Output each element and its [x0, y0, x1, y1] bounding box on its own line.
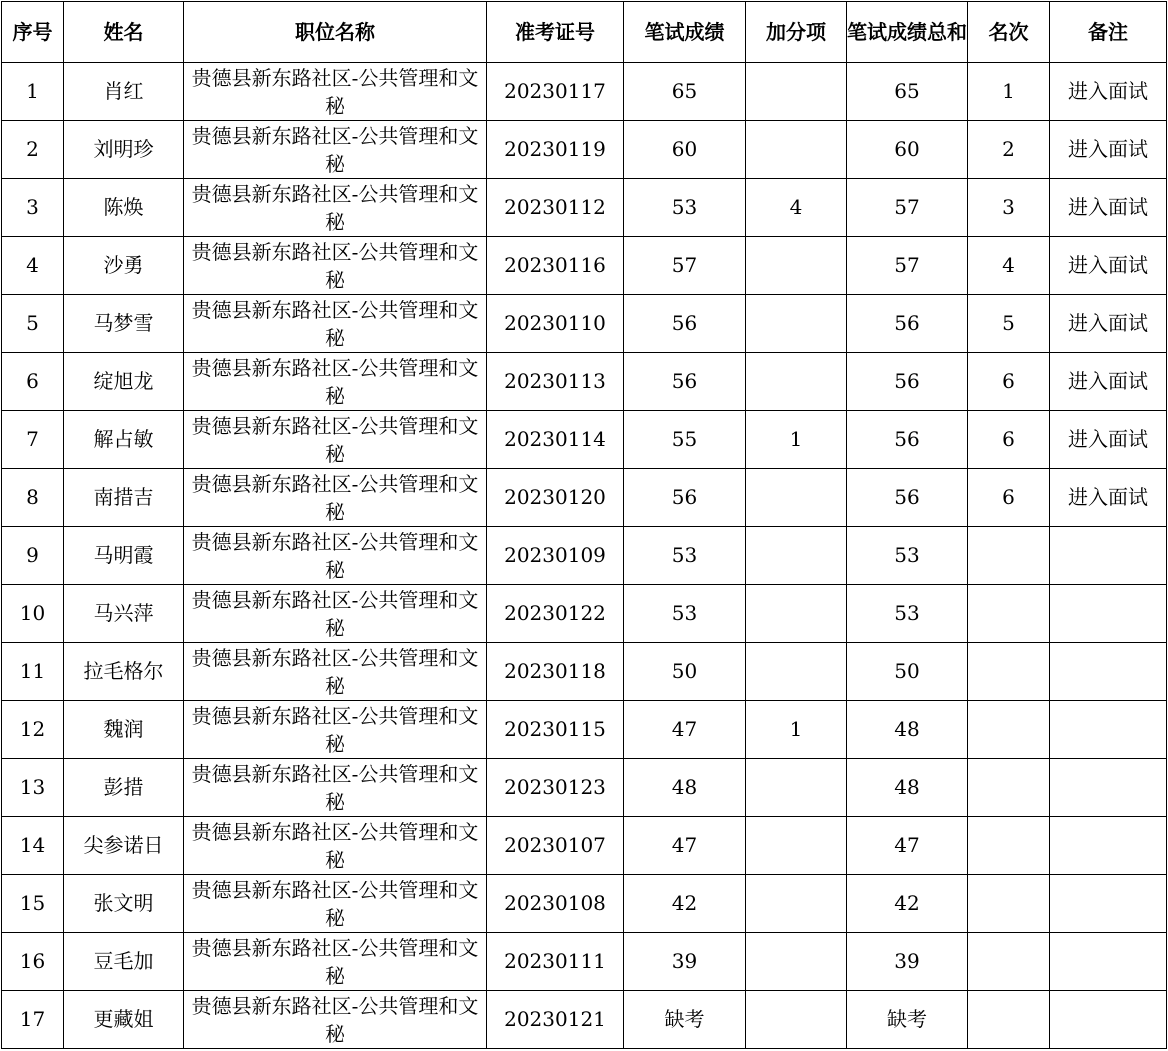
table-row [2, 179, 1167, 237]
cell-exam-id: 20230113 [487, 353, 624, 411]
cell-bonus [746, 237, 847, 295]
cell-exam-id: 20230116 [487, 237, 624, 295]
cell-written-score: 48 [624, 759, 746, 817]
cell-exam-id: 20230114 [487, 411, 624, 469]
table-body [2, 63, 1167, 1049]
cell-bonus [746, 527, 847, 585]
cell-remark [1050, 643, 1167, 701]
cell-rank [968, 585, 1050, 643]
cell-exam-id: 20230111 [487, 933, 624, 991]
cell-rank [968, 875, 1050, 933]
cell-total-score: 53 [847, 527, 968, 585]
cell-total-score: 57 [847, 179, 968, 237]
cell-name: 豆毛加 [64, 933, 184, 991]
cell-name: 马兴萍 [64, 585, 184, 643]
cell-position: 贵德县新东路社区-公共管理和文秘 [184, 817, 487, 875]
table-row [2, 237, 1167, 295]
cell-bonus [746, 585, 847, 643]
cell-total-score: 50 [847, 643, 968, 701]
cell-bonus: 4 [746, 179, 847, 237]
cell-bonus [746, 875, 847, 933]
cell-seq: 10 [2, 585, 64, 643]
cell-seq: 4 [2, 237, 64, 295]
cell-total-score: 56 [847, 411, 968, 469]
cell-seq: 14 [2, 817, 64, 875]
cell-exam-id: 20230119 [487, 121, 624, 179]
cell-rank: 6 [968, 411, 1050, 469]
cell-name: 马梦雪 [64, 295, 184, 353]
cell-name: 陈焕 [64, 179, 184, 237]
cell-bonus [746, 933, 847, 991]
header-total-score: 笔试成绩总和 [847, 2, 968, 63]
table-row [2, 527, 1167, 585]
cell-rank [968, 759, 1050, 817]
header-exam-id: 准考证号 [487, 2, 624, 63]
cell-position: 贵德县新东路社区-公共管理和文秘 [184, 991, 487, 1049]
cell-name: 沙勇 [64, 237, 184, 295]
cell-total-score: 47 [847, 817, 968, 875]
cell-written-score: 57 [624, 237, 746, 295]
cell-written-score: 42 [624, 875, 746, 933]
cell-rank: 6 [968, 353, 1050, 411]
table-row [2, 817, 1167, 875]
cell-remark: 进入面试 [1050, 121, 1167, 179]
cell-remark: 进入面试 [1050, 411, 1167, 469]
cell-position: 贵德县新东路社区-公共管理和文秘 [184, 469, 487, 527]
cell-exam-id: 20230120 [487, 469, 624, 527]
cell-remark: 进入面试 [1050, 353, 1167, 411]
cell-position: 贵德县新东路社区-公共管理和文秘 [184, 295, 487, 353]
table-row [2, 295, 1167, 353]
cell-position: 贵德县新东路社区-公共管理和文秘 [184, 585, 487, 643]
cell-written-score: 56 [624, 353, 746, 411]
cell-name: 拉毛格尔 [64, 643, 184, 701]
cell-remark: 进入面试 [1050, 237, 1167, 295]
cell-position: 贵德县新东路社区-公共管理和文秘 [184, 875, 487, 933]
cell-rank: 1 [968, 63, 1050, 121]
cell-remark: 进入面试 [1050, 179, 1167, 237]
cell-total-score: 53 [847, 585, 968, 643]
cell-position: 贵德县新东路社区-公共管理和文秘 [184, 237, 487, 295]
header-row [2, 2, 1167, 63]
table-row [2, 643, 1167, 701]
cell-total-score: 缺考 [847, 991, 968, 1049]
cell-remark [1050, 875, 1167, 933]
table-row [2, 63, 1167, 121]
cell-seq: 11 [2, 643, 64, 701]
header-remark: 备注 [1050, 2, 1167, 63]
cell-remark [1050, 991, 1167, 1049]
cell-seq: 15 [2, 875, 64, 933]
cell-name: 马明霞 [64, 527, 184, 585]
cell-exam-id: 20230118 [487, 643, 624, 701]
results-table [1, 1, 1167, 1049]
cell-bonus: 1 [746, 701, 847, 759]
cell-position: 贵德县新东路社区-公共管理和文秘 [184, 933, 487, 991]
cell-bonus [746, 295, 847, 353]
cell-bonus: 1 [746, 411, 847, 469]
cell-written-score: 47 [624, 701, 746, 759]
cell-written-score: 53 [624, 179, 746, 237]
cell-bonus [746, 121, 847, 179]
cell-remark [1050, 759, 1167, 817]
cell-written-score: 56 [624, 469, 746, 527]
cell-position: 贵德县新东路社区-公共管理和文秘 [184, 643, 487, 701]
table-row [2, 875, 1167, 933]
table-row [2, 121, 1167, 179]
cell-seq: 17 [2, 991, 64, 1049]
cell-name: 彭措 [64, 759, 184, 817]
cell-rank: 2 [968, 121, 1050, 179]
cell-exam-id: 20230110 [487, 295, 624, 353]
cell-position: 贵德县新东路社区-公共管理和文秘 [184, 527, 487, 585]
cell-seq: 3 [2, 179, 64, 237]
cell-seq: 13 [2, 759, 64, 817]
cell-total-score: 56 [847, 295, 968, 353]
cell-written-score: 50 [624, 643, 746, 701]
table-row [2, 353, 1167, 411]
cell-name: 解占敏 [64, 411, 184, 469]
cell-bonus [746, 353, 847, 411]
cell-exam-id: 20230123 [487, 759, 624, 817]
cell-remark [1050, 817, 1167, 875]
cell-seq: 8 [2, 469, 64, 527]
cell-written-score: 53 [624, 585, 746, 643]
cell-total-score: 56 [847, 353, 968, 411]
cell-total-score: 48 [847, 759, 968, 817]
header-position: 职位名称 [184, 2, 487, 63]
cell-remark: 进入面试 [1050, 295, 1167, 353]
cell-remark: 进入面试 [1050, 63, 1167, 121]
cell-total-score: 60 [847, 121, 968, 179]
cell-bonus [746, 817, 847, 875]
cell-exam-id: 20230112 [487, 179, 624, 237]
cell-position: 贵德县新东路社区-公共管理和文秘 [184, 701, 487, 759]
cell-exam-id: 20230107 [487, 817, 624, 875]
table-row [2, 411, 1167, 469]
cell-total-score: 65 [847, 63, 968, 121]
cell-total-score: 42 [847, 875, 968, 933]
cell-seq: 6 [2, 353, 64, 411]
cell-seq: 7 [2, 411, 64, 469]
cell-written-score: 39 [624, 933, 746, 991]
cell-bonus [746, 991, 847, 1049]
cell-rank: 4 [968, 237, 1050, 295]
table-header [2, 2, 1167, 63]
cell-seq: 16 [2, 933, 64, 991]
cell-rank [968, 991, 1050, 1049]
table-row [2, 933, 1167, 991]
cell-bonus [746, 643, 847, 701]
cell-rank [968, 817, 1050, 875]
cell-seq: 1 [2, 63, 64, 121]
cell-total-score: 56 [847, 469, 968, 527]
cell-remark [1050, 527, 1167, 585]
cell-rank: 5 [968, 295, 1050, 353]
cell-remark [1050, 585, 1167, 643]
cell-name: 刘明珍 [64, 121, 184, 179]
cell-remark [1050, 701, 1167, 759]
cell-seq: 9 [2, 527, 64, 585]
cell-name: 张文明 [64, 875, 184, 933]
cell-name: 魏润 [64, 701, 184, 759]
cell-exam-id: 20230121 [487, 991, 624, 1049]
cell-written-score: 65 [624, 63, 746, 121]
cell-exam-id: 20230122 [487, 585, 624, 643]
table-row [2, 469, 1167, 527]
cell-position: 贵德县新东路社区-公共管理和文秘 [184, 63, 487, 121]
header-written-score: 笔试成绩 [624, 2, 746, 63]
cell-name: 南措吉 [64, 469, 184, 527]
cell-seq: 5 [2, 295, 64, 353]
cell-exam-id: 20230115 [487, 701, 624, 759]
cell-exam-id: 20230117 [487, 63, 624, 121]
cell-position: 贵德县新东路社区-公共管理和文秘 [184, 353, 487, 411]
table-row [2, 585, 1167, 643]
cell-position: 贵德县新东路社区-公共管理和文秘 [184, 759, 487, 817]
cell-total-score: 48 [847, 701, 968, 759]
cell-rank [968, 933, 1050, 991]
cell-name: 尖参诺日 [64, 817, 184, 875]
cell-exam-id: 20230108 [487, 875, 624, 933]
cell-rank [968, 643, 1050, 701]
cell-total-score: 39 [847, 933, 968, 991]
table-row [2, 701, 1167, 759]
cell-written-score: 56 [624, 295, 746, 353]
cell-remark: 进入面试 [1050, 469, 1167, 527]
table-row [2, 759, 1167, 817]
cell-name: 更藏姐 [64, 991, 184, 1049]
cell-position: 贵德县新东路社区-公共管理和文秘 [184, 121, 487, 179]
cell-name: 肖红 [64, 63, 184, 121]
cell-name: 绽旭龙 [64, 353, 184, 411]
header-bonus: 加分项 [746, 2, 847, 63]
table-row [2, 991, 1167, 1049]
cell-written-score: 53 [624, 527, 746, 585]
header-seq: 序号 [2, 2, 64, 63]
cell-position: 贵德县新东路社区-公共管理和文秘 [184, 411, 487, 469]
cell-rank: 6 [968, 469, 1050, 527]
cell-rank [968, 527, 1050, 585]
header-rank: 名次 [968, 2, 1050, 63]
cell-written-score: 55 [624, 411, 746, 469]
cell-written-score: 47 [624, 817, 746, 875]
cell-seq: 2 [2, 121, 64, 179]
cell-position: 贵德县新东路社区-公共管理和文秘 [184, 179, 487, 237]
header-name: 姓名 [64, 2, 184, 63]
cell-bonus [746, 759, 847, 817]
cell-written-score: 缺考 [624, 991, 746, 1049]
cell-total-score: 57 [847, 237, 968, 295]
cell-written-score: 60 [624, 121, 746, 179]
cell-rank [968, 701, 1050, 759]
cell-rank: 3 [968, 179, 1050, 237]
cell-bonus [746, 469, 847, 527]
cell-seq: 12 [2, 701, 64, 759]
cell-remark [1050, 933, 1167, 991]
cell-bonus [746, 63, 847, 121]
cell-exam-id: 20230109 [487, 527, 624, 585]
